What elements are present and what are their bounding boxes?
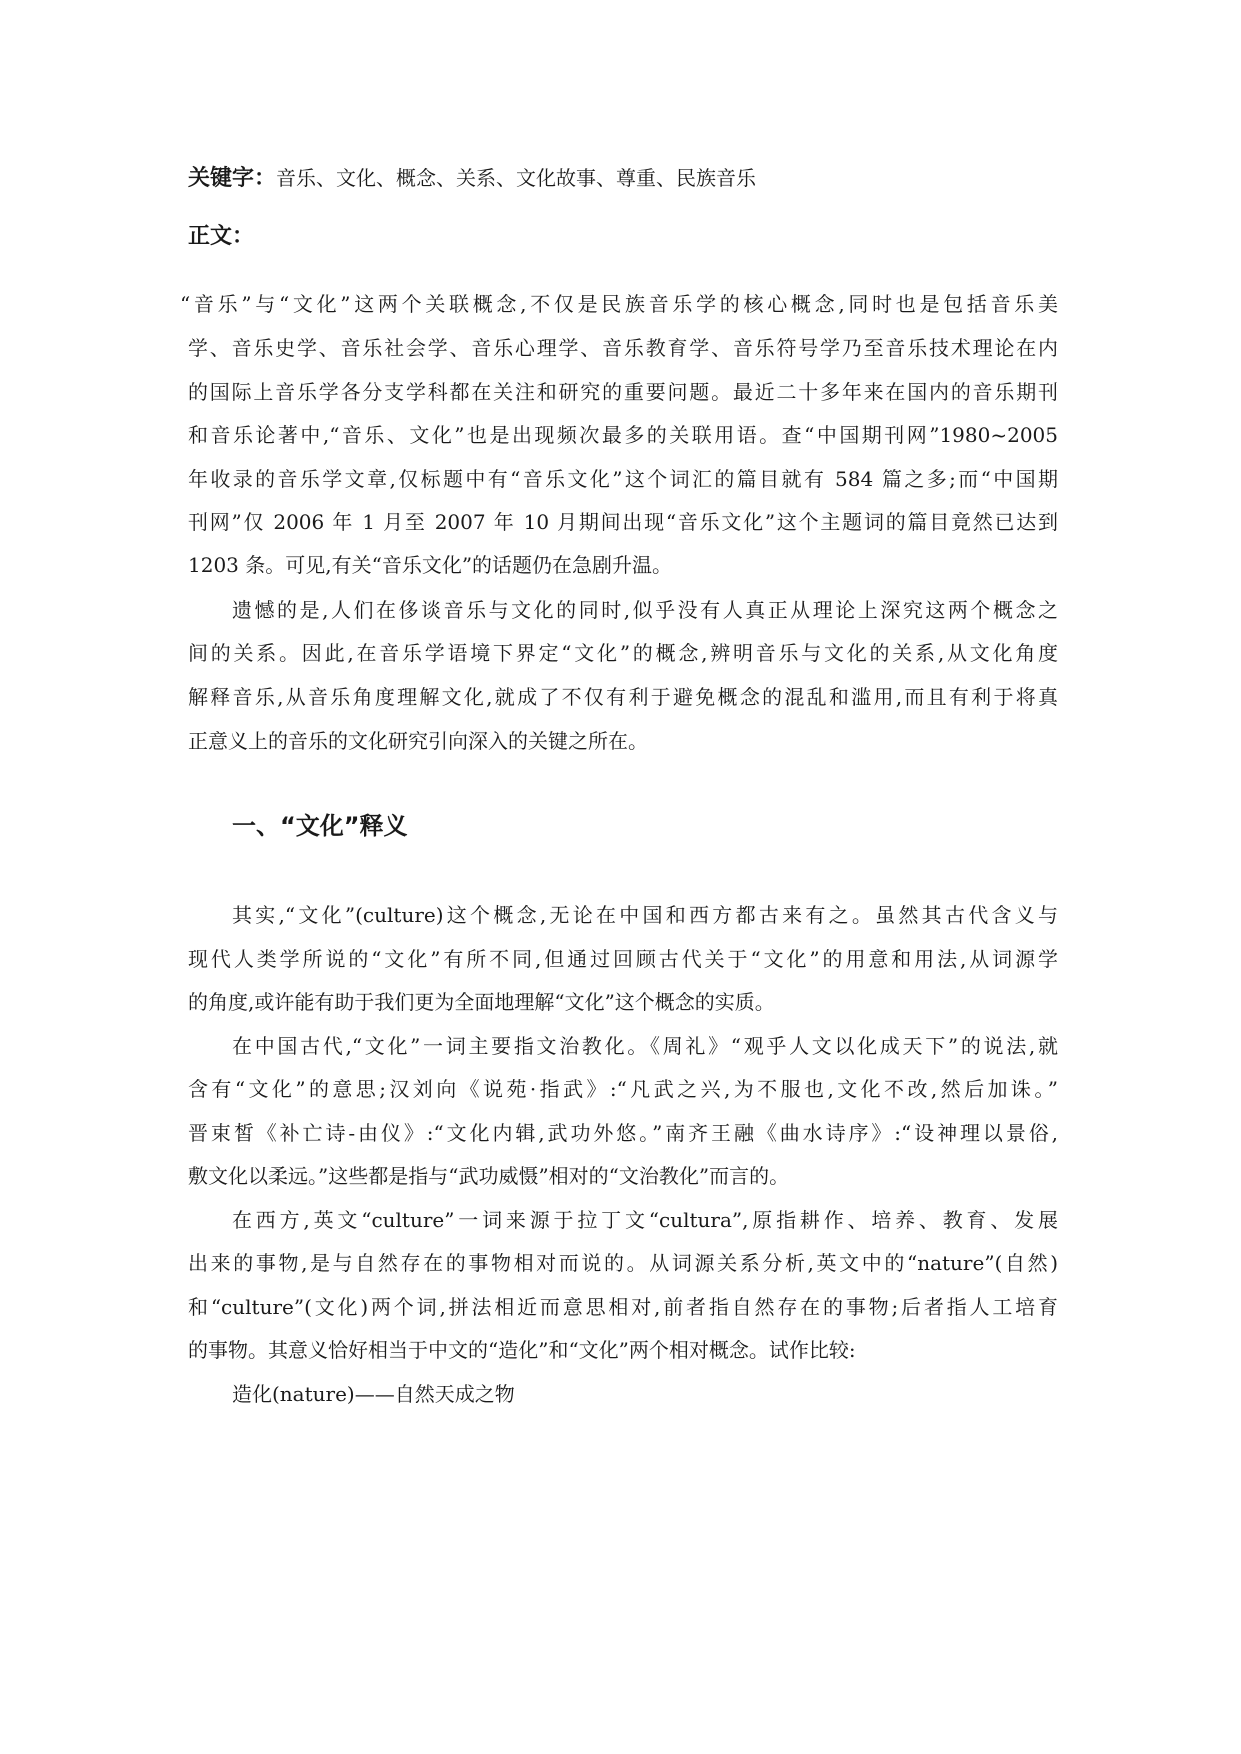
keywords-label: 关键字： <box>188 166 277 191</box>
paragraph-line: 年收录的音乐学文章,仅标题中有“音乐文化”这个词汇的篇目就有 584 篇之多;而“中国期 <box>188 467 1058 491</box>
paragraph-line: 敷文化以柔远。”这些都是指与“武功威慑”相对的“文治教化”而言的。 <box>188 1164 790 1188</box>
paragraph-line: 造化(nature)——自然天成之物 <box>232 1382 515 1406</box>
paragraph-line: 正意义上的音乐的文化研究引向深入的关键之所在。 <box>188 729 648 753</box>
main-text-line <box>188 222 1058 251</box>
paragraph-line: 的国际上音乐学各分支学科都在关注和研究的重要问题。最近二十多年来在国内的音乐期刊 <box>188 380 1058 404</box>
paragraph-line: 遗憾的是,人们在侈谈音乐与文化的同时,似乎没有人真正从理论上深究这两个概念之 <box>232 598 1058 622</box>
paragraph-line: 的角度,或许能有助于我们更为全面地理解“文化”这个概念的实质。 <box>188 990 775 1014</box>
paragraph-line: 出来的事物,是与自然存在的事物相对而说的。从词源关系分析,英文中的“nature”(自然) <box>188 1251 1058 1275</box>
section-heading: 一、“文化”释义 <box>232 812 408 840</box>
main-text-label: 正文： <box>188 224 255 249</box>
paragraph-line: “音乐”与“文化”这两个关联概念,不仅是民族音乐学的核心概念,同时也是包括音乐美 <box>180 292 1058 316</box>
paragraph-line: 和“culture”(文化)两个词,拼法相近而意思相对,前者指自然存在的事物;后者指人工培育 <box>188 1295 1058 1319</box>
paragraph-line: 其实,“文化”(culture)这个概念,无论在中国和西方都古来有之。虽然其古代含义与 <box>232 903 1058 927</box>
paragraph-line: 含有“文化”的意思;汉刘向《说苑·指武》:“凡武之兴,为不服也,文化不改,然后加诛。” <box>188 1077 1058 1101</box>
paragraph-line: 在中国古代,“文化”一词主要指文治教化。《周礼》“观乎人文以化成天下”的说法,就 <box>232 1034 1058 1058</box>
paragraph-line: 和音乐论著中,“音乐、文化”也是出现频次最多的关联用语。查“中国期刊网”1980~2005 <box>188 423 1058 447</box>
paragraph-line: 现代人类学所说的“文化”有所不同,但通过回顾古代关于“文化”的用意和用法,从词源学 <box>188 947 1058 971</box>
paragraph-line: 学、音乐史学、音乐社会学、音乐心理学、音乐教育学、音乐符号学乃至音乐技术理论在内 <box>188 336 1058 360</box>
paragraph-line: 在西方,英文“culture”一词来源于拉丁文“cultura”,原指耕作、培养、教育、发展 <box>232 1208 1058 1232</box>
paragraph-line: 1203 条。可见,有关“音乐文化”的话题仍在急剧升温。 <box>188 553 673 577</box>
paragraph-line: 间的关系。因此,在音乐学语境下界定“文化”的概念,辨明音乐与文化的关系,从文化角度 <box>188 641 1058 665</box>
paragraph-line: 解释音乐,从音乐角度理解文化,就成了不仅有利于避免概念的混乱和滥用,而且有利于将真 <box>188 685 1058 709</box>
keywords-text: 音乐、文化、概念、关系、文化故事、尊重、民族音乐 <box>276 166 757 190</box>
keywords-line <box>188 164 1058 193</box>
paragraph-line: 晋束皙《补亡诗-由仪》:“文化内辑,武功外悠。”南齐王融《曲水诗序》:“设神理以景俗, <box>188 1121 1058 1145</box>
paragraph-line: 的事物。其意义恰好相当于中文的“造化”和“文化”两个相对概念。试作比较: <box>188 1338 856 1362</box>
paragraph-line: 刊网”仅 2006 年 1 月至 2007 年 10 月期间出现“音乐文化”这个主题词的篇目竟然已达到 <box>188 510 1058 534</box>
